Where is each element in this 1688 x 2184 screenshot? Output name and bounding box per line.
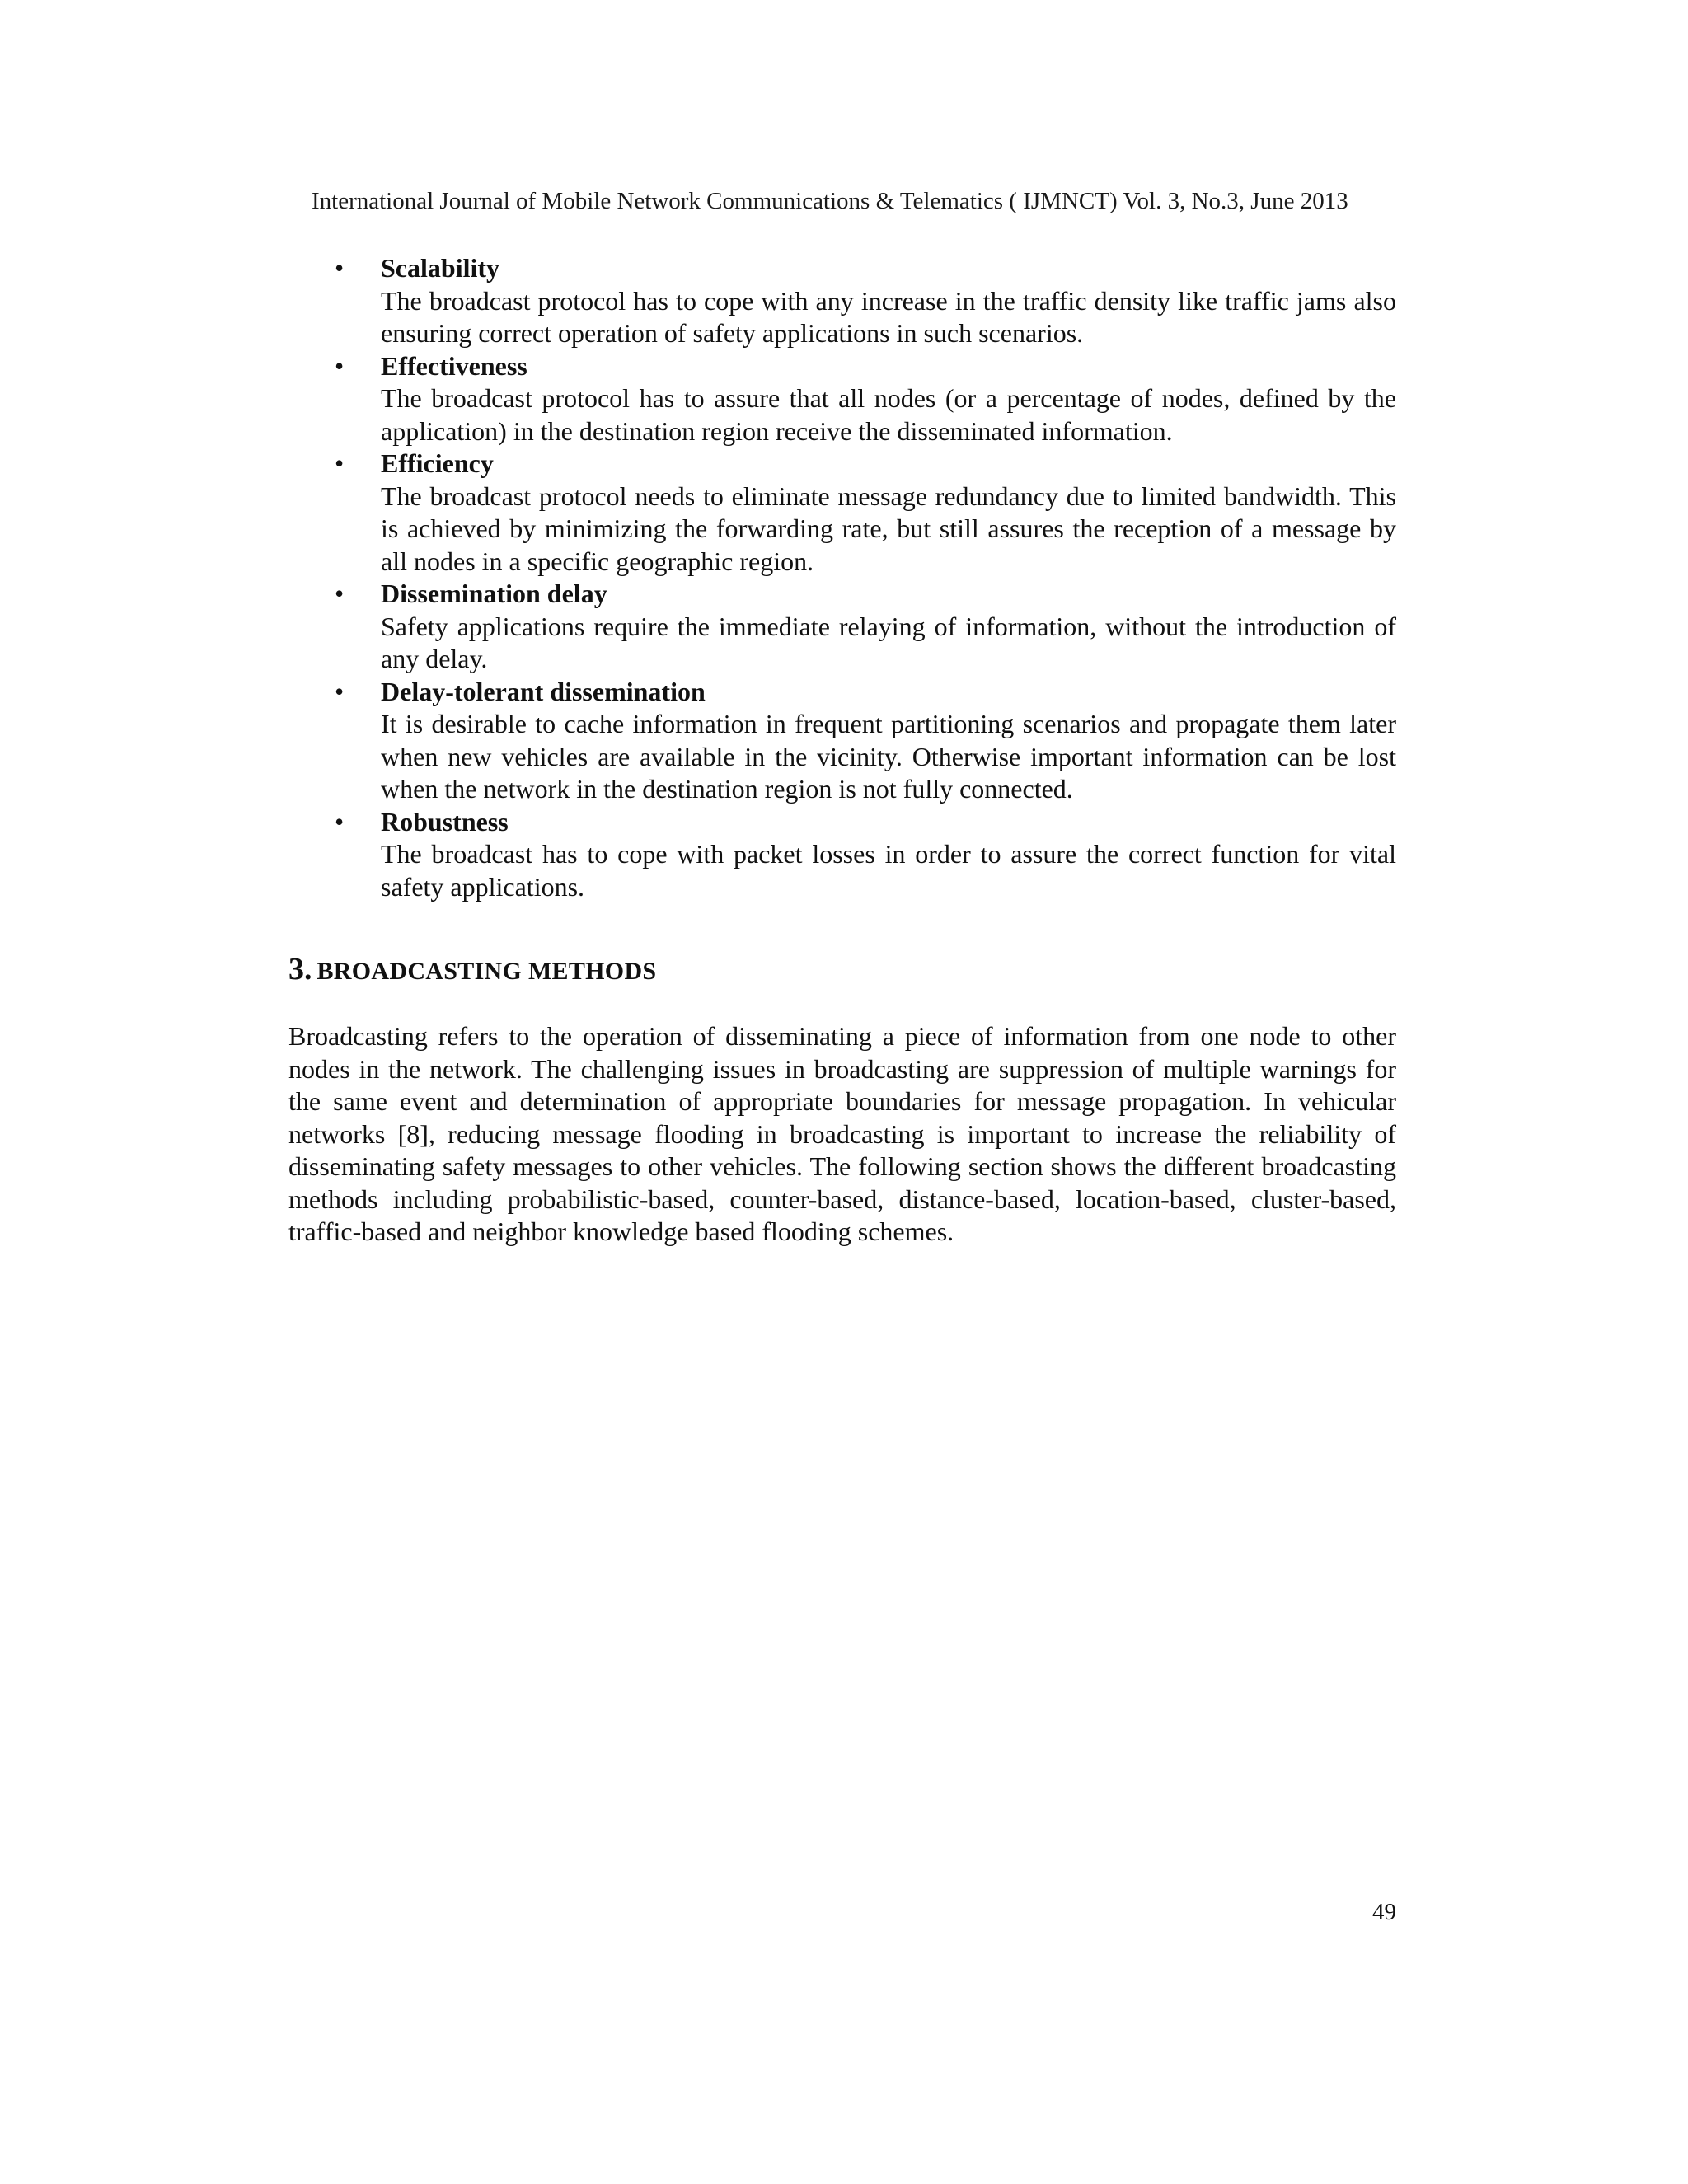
bullet-icon: • [335, 676, 345, 706]
item-title: Scalability [381, 253, 500, 283]
bullet-icon: • [335, 448, 345, 478]
page-number: 49 [1372, 1899, 1396, 1925]
item-body: The broadcast protocol has to cope with any increase in the traffic density like traffic jams also ensuring correct operation of safety applications in such scenarios. [381, 285, 1396, 348]
item-body: The broadcast has to cope with packet losses in order to assure the correct function for vital safety applications. [381, 839, 1396, 902]
section-heading [288, 949, 656, 993]
bullet-icon: • [335, 350, 345, 381]
requirements-list [330, 252, 1396, 903]
item-body: The broadcast protocol needs to eliminate message redundancy due to limited bandwidth. This is achieved by minimizing the forwarding rate, but still assures the reception of a message by all nodes in a specific geographic region. [381, 480, 1396, 576]
item-title: Robustness [381, 806, 509, 837]
list-item-dissemination-delay [330, 578, 1396, 676]
bullet-icon: • [335, 806, 345, 837]
item-body: It is desirable to cache information in frequent partitioning scenarios and propagate them later when new vehicles are available in the vicinity. Otherwise important information can be lost when the network in the destination region is not fully connected. [381, 709, 1396, 804]
running-header: International Journal of Mobile Network Communications & Telematics ( IJMNCT) Vol. 3, No.3, June 2013 [312, 188, 1348, 214]
item-body: The broadcast protocol has to assure that all nodes (or a percentage of nodes, defined by the application) in the destination region receive the disseminated information. [381, 383, 1396, 446]
list-item-scalability [330, 252, 1396, 350]
list-item-effectiveness [330, 350, 1396, 448]
item-title: Efficiency [381, 448, 494, 478]
section-title: BROADCASTING METHODS [316, 958, 657, 985]
section-number: 3. [288, 952, 312, 987]
bullet-icon: • [335, 253, 345, 283]
item-title: Delay-tolerant dissemination [381, 676, 706, 706]
item-body: Safety applications require the immediate relaying of information, without the introduction of any delay. [381, 611, 1396, 673]
section-paragraph: Broadcasting refers to the operation of disseminating a piece of information from one node to other nodes in the network. The challenging issues in broadcasting are suppression of multiple warnings for the same event and determination of appropriate boundaries for message propagation. In vehicular networks [8], reducing message flooding in broadcasting is important to increase the reliability of disseminating safety messages to other vehicles. The following section shows the different broadcasting methods including probabilistic-based, counter-based, distance-based, location-based, cluster-based, traffic-based and neighbor knowledge based flooding schemes. [288, 1021, 1396, 1246]
list-item-delay-tolerant-dissemination [330, 676, 1396, 806]
item-title: Dissemination delay [381, 579, 607, 608]
bullet-icon: • [335, 579, 345, 608]
item-title: Effectiveness [381, 350, 528, 381]
list-item-efficiency [330, 448, 1396, 578]
list-item-robustness [330, 806, 1396, 904]
